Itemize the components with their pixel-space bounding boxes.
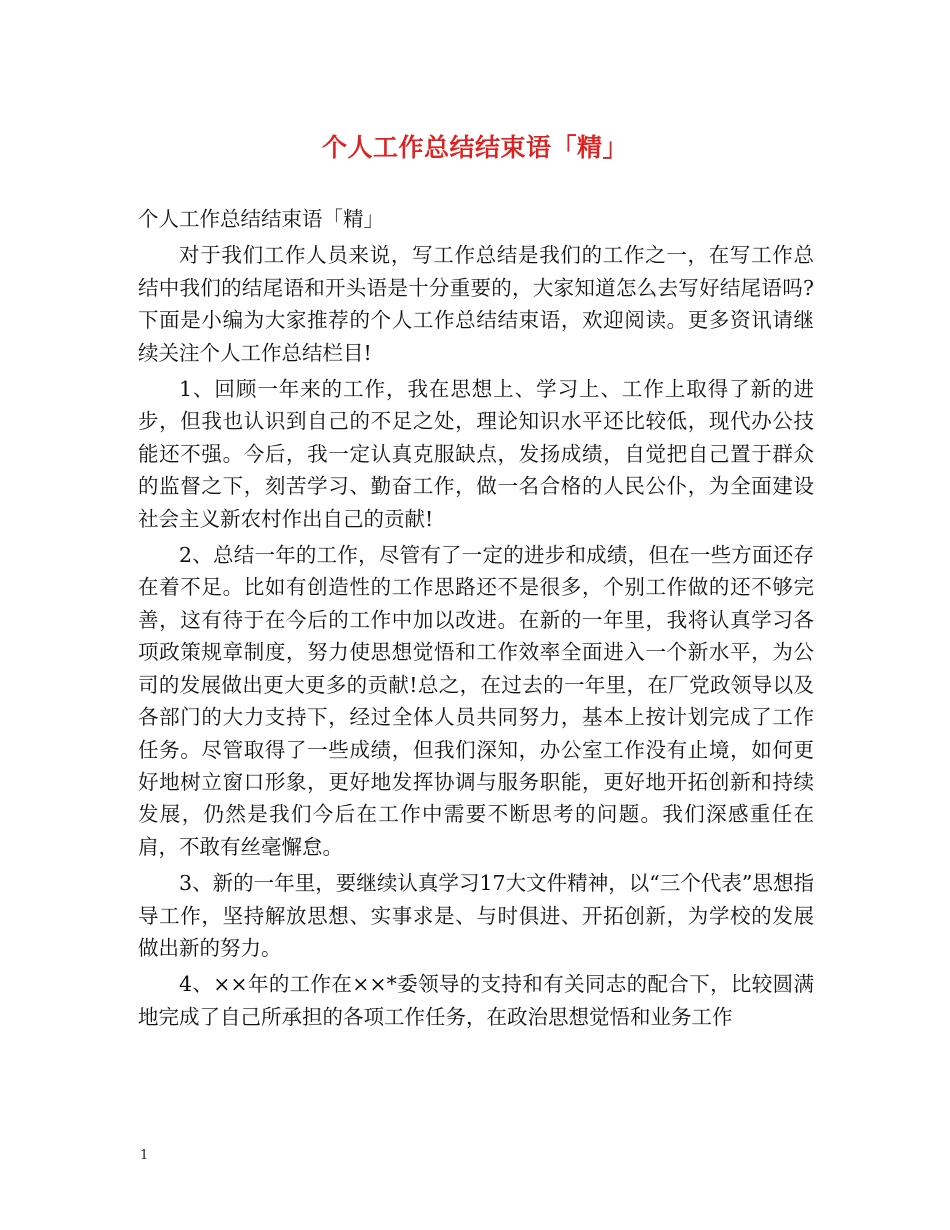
page-title: 个人工作总结结束语「精」: [321, 133, 628, 162]
page-number: 1: [140, 1148, 149, 1163]
paragraph-4: 4、××年的工作在××*委领导的支持和有关同志的配合下，比较圆满地完成了自己所承担的各项工作任务，在政治思想觉悟和业务工作: [138, 972, 814, 1029]
paragraph-2: 2、总结一年的工作，尽管有了一定的进步和成绩，但在一些方面还存在着不足。比如有创造性的工作思路还不是很多，个别工作做的还不够完善，这有待于在今后的工作中加以改进。在新的一年里，我将认真学习各项政策规章制度，努力使思想觉悟和工作效率全面进入一个新水平，为公司的发展做出更大更多的贡献!总之，在过去的一年里，在厂党政领导以及各部门的大力支持下，经过全体人员共同努力，基本上按计划完成了工作任务。尽管取得了一些成绩，但我们深知，办公室工作没有止境，如何更好地树立窗口形象，更好地发挥协调与服务职能，更好地开拓创新和持续发展，仍然是我们今后在工作中需要不断思考的问题。我们深感重任在肩，不敢有丝毫懈怠。: [138, 543, 814, 859]
paragraph-1: 1、回顾一年来的工作，我在思想上、学习上、工作上取得了新的进步，但我也认识到自己的不足之处，理论知识水平还比较低，现代办公技能还不强。今后，我一定认真克服缺点，发扬成绩，自觉把自己置于群众的监督之下，刻苦学习、勤奋工作，做一名合格的人民公仆，为全面建设社会主义新农村作出自己的贡献!: [138, 377, 814, 531]
document-body: [138, 203, 814, 1037]
paragraph-intro: 对于我们工作人员来说，写工作总结是我们的工作之一，在写工作总结中我们的结尾语和开头语是十分重要的，大家知道怎么去写好结尾语吗?下面是小编为大家推荐的个人工作总结结束语，欢迎阅读。更多资讯请继续关注个人工作总结栏目!: [138, 243, 814, 365]
document-subtitle: 个人工作总结结束语「精」: [138, 207, 384, 231]
paragraph-3: 3、新的一年里，要继续认真学习17大文件精神，以“三个代表”思想指导工作，坚持解放思想、实事求是、与时俱进、开拓创新，为学校的发展做出新的努力。: [138, 871, 814, 960]
